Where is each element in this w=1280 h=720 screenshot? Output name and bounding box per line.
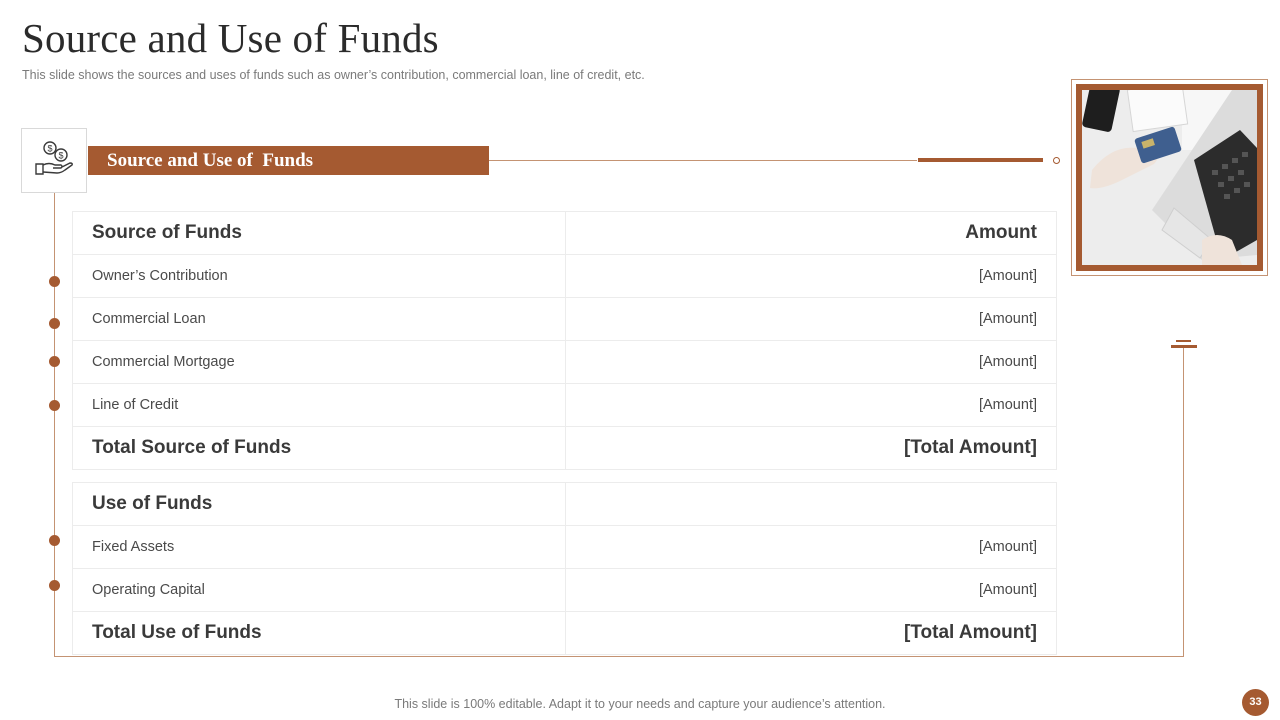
svg-text:$: $: [47, 143, 53, 154]
table-row: [73, 526, 1057, 569]
section-icon-box: [21, 128, 87, 193]
row-label: Line of Credit: [73, 384, 566, 427]
timeline-dot: [49, 356, 60, 367]
use-total-row: [73, 612, 1057, 655]
section-banner: Source and Use of Funds: [88, 146, 489, 175]
banner-accent-bar: [918, 158, 1043, 162]
table-row: [73, 298, 1057, 341]
source-total-amount: [Total Amount]: [566, 427, 1057, 470]
source-total-label: Total Source of Funds: [73, 427, 566, 470]
table-spacer-row: [73, 470, 1057, 483]
hand-holding-coins-icon: [33, 138, 75, 183]
timeline-dot: [49, 318, 60, 329]
table-header-row: [73, 212, 1057, 255]
timeline-dot: [49, 580, 60, 591]
credit-card-laptop-photo: [1082, 90, 1257, 265]
use-total-label: Total Use of Funds: [73, 612, 566, 655]
funds-table: [72, 211, 1057, 655]
table-row: [73, 569, 1057, 612]
row-label: Fixed Assets: [73, 526, 566, 569]
row-amount: [Amount]: [566, 384, 1057, 427]
banner-end-circle: [1053, 157, 1060, 164]
right-connector-cap-bottom: [1171, 345, 1197, 348]
photo-frame: [1071, 79, 1268, 276]
timeline-dot: [49, 276, 60, 287]
timeline-dot: [49, 535, 60, 546]
right-connector-line: [1183, 347, 1184, 657]
slide-subtitle: This slide shows the sources and uses of funds such as owner’s contribution, commercial loan, line of credit, etc.: [22, 68, 645, 82]
svg-text:$: $: [58, 150, 64, 161]
slide-footer: This slide is 100% editable. Adapt it to your needs and capture your audience’s attention.: [394, 697, 886, 711]
timeline-dot: [49, 400, 60, 411]
right-connector-cap-top: [1176, 340, 1191, 342]
bottom-connector-line: [54, 656, 1184, 657]
row-label: Operating Capital: [73, 569, 566, 612]
row-amount: [Amount]: [566, 526, 1057, 569]
table-row: [73, 255, 1057, 298]
source-header-amount: Amount: [566, 212, 1057, 255]
row-amount: [Amount]: [566, 569, 1057, 612]
use-header-row: [73, 483, 1057, 526]
source-total-row: [73, 427, 1057, 470]
use-header-label: Use of Funds: [73, 483, 566, 526]
source-header-label: Source of Funds: [73, 212, 566, 255]
use-total-amount: [Total Amount]: [566, 612, 1057, 655]
page-number-badge: 33: [1242, 689, 1269, 716]
banner-divider-line: [489, 160, 917, 161]
row-label: Commercial Loan: [73, 298, 566, 341]
table-row: [73, 384, 1057, 427]
row-amount: [Amount]: [566, 341, 1057, 384]
slide-title: Source and Use of Funds: [22, 15, 439, 61]
row-label: Owner’s Contribution: [73, 255, 566, 298]
row-label: Commercial Mortgage: [73, 341, 566, 384]
row-amount: [Amount]: [566, 255, 1057, 298]
row-amount: [Amount]: [566, 298, 1057, 341]
use-header-amount: [566, 483, 1057, 526]
table-row: [73, 341, 1057, 384]
photo-border: [1076, 84, 1263, 271]
